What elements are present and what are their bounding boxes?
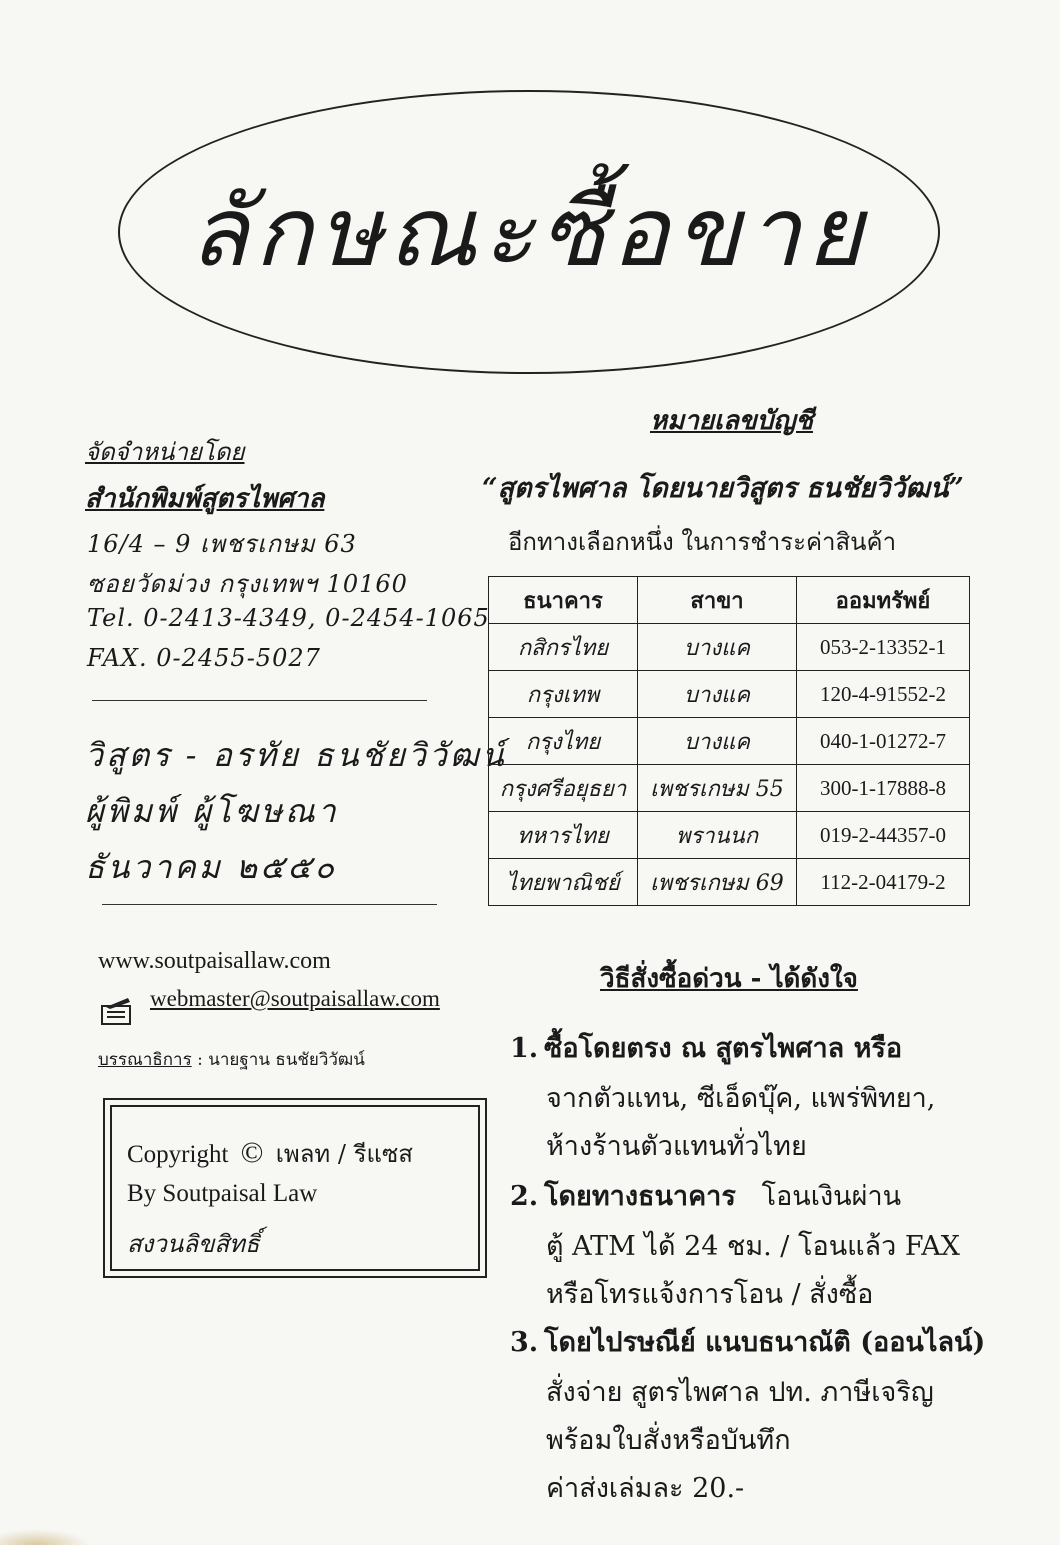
website-link[interactable]: www.soutpaisallaw.com — [98, 948, 331, 974]
copyright-line-2: By Soutpaisal Law — [127, 1180, 318, 1207]
bank-cell: กรุงไทย — [489, 718, 638, 765]
account-holder: “สูตรไพศาล โดยนายวิสูตร ธนชัยวิวัฒน์” — [482, 473, 964, 504]
column-header: ออมทรัพย์ — [797, 577, 970, 624]
publish-date: ธันวาคม ๒๕๕๐ — [85, 848, 338, 886]
copyright-icon: © — [240, 1136, 264, 1169]
item-line: ตู้ ATM ได้ 24 ชม. / โอนแล้ว FAX — [546, 1231, 960, 1262]
bank-cell: ทหารไทย — [489, 812, 638, 859]
item-number: 3. — [510, 1327, 539, 1358]
address-line-1: 16/4 – 9 เพชรเกษม 63 — [87, 530, 357, 558]
editor-separator: : — [191, 1050, 209, 1070]
bank-accounts-table — [488, 576, 970, 906]
order-item-2 — [510, 1174, 901, 1217]
column-header: ธนาคาร — [489, 577, 638, 624]
divider — [102, 904, 437, 905]
branch-cell: บางแค — [638, 718, 797, 765]
editor-line — [98, 1046, 365, 1073]
title-oval — [118, 90, 940, 374]
order-heading: วิธีสั่งซื้อด่วน - ได้ดังใจ — [600, 964, 858, 994]
item-heading-2: โอนเงินผ่าน — [761, 1181, 902, 1212]
telephone: Tel. 0-2413-4349, 0-2454-1065 — [87, 604, 490, 632]
item-line: ห้างร้านตัวแทนทั่วไทย — [546, 1131, 807, 1162]
editor-name: นายฐาน ธนชัยวิวัฒน์ — [208, 1050, 365, 1070]
paper-stain — [0, 1529, 90, 1545]
item-line: หรือโทรแจ้งการโอน / สั่งซื้อ — [546, 1279, 874, 1310]
item-line: สั่งจ่าย สูตรไพศาล ปท. ภาษีเจริญ — [546, 1377, 934, 1408]
page-title: ลักษณะซื้อขาย — [189, 176, 869, 288]
author-names: วิสูตร - อรทัย ธนชัยวิวัฒน์ — [85, 736, 507, 774]
fax: FAX. 0-2455-5027 — [87, 644, 321, 672]
publisher-name: สำนักพิมพ์สูตรไพศาล — [85, 484, 325, 514]
bank-cell: ไทยพาณิชย์ — [489, 859, 638, 906]
table-row — [489, 718, 970, 765]
branch-cell: เพชรเกษม 55 — [638, 765, 797, 812]
copyright-line-1 — [127, 1134, 413, 1173]
copyright-box — [103, 1098, 487, 1278]
account-number-cell: 120-4-91552-2 — [797, 671, 970, 718]
copyright-line-3: สงวนลิขสิทธิ์ — [127, 1230, 260, 1258]
account-number-cell: 300-1-17888-8 — [797, 765, 970, 812]
item-number: 2. — [510, 1181, 539, 1212]
bank-cell: กรุงศรีอยุธยา — [489, 765, 638, 812]
accounts-heading: หมายเลขบัญชี — [650, 406, 814, 436]
item-line: ค่าส่งเล่มละ 20.- — [546, 1473, 745, 1504]
table-row — [489, 624, 970, 671]
item-heading: ซื้อโดยตรง ณ สูตรไพศาล หรือ — [544, 1033, 903, 1064]
email-link[interactable]: webmaster@soutpaisallaw.com — [150, 986, 440, 1011]
table-header-row — [489, 577, 970, 624]
address-line-2: ซอยวัดม่วง กรุงเทพฯ 10160 — [87, 570, 408, 598]
bank-cell: กสิกรไทย — [489, 624, 638, 671]
table-row — [489, 765, 970, 812]
branch-cell: พรานนก — [638, 812, 797, 859]
branch-cell: บางแค — [638, 671, 797, 718]
bank-cell: กรุงเทพ — [489, 671, 638, 718]
branch-cell: บางแค — [638, 624, 797, 671]
account-number-cell: 040-1-01272-7 — [797, 718, 970, 765]
editor-label: บรรณาธิการ — [98, 1050, 192, 1070]
copyright-plate: เพลท / รีแซส — [275, 1140, 413, 1168]
account-number-cell: 053-2-13352-1 — [797, 624, 970, 671]
order-item-3 — [510, 1320, 985, 1363]
mail-icon — [100, 996, 134, 1026]
payment-note: อีกทางเลือกหนึ่ง ในการชำระค่าสินค้า — [508, 528, 897, 556]
item-line: พร้อมใบสั่งหรือบันทึก — [546, 1425, 791, 1456]
item-heading: โดยทางธนาคาร — [544, 1181, 736, 1212]
account-number-cell: 112-2-04179-2 — [797, 859, 970, 906]
item-number: 1. — [510, 1033, 539, 1064]
copyright-label: Copyright — [127, 1141, 229, 1168]
distributor-label: จัดจำหน่ายโดย — [85, 438, 245, 466]
table-row — [489, 859, 970, 906]
divider — [92, 700, 427, 701]
author-role: ผู้พิมพ์ ผู้โฆษณา — [85, 792, 339, 830]
order-item-1 — [510, 1026, 902, 1069]
column-header: สาขา — [638, 577, 797, 624]
branch-cell: เพชรเกษม 69 — [638, 859, 797, 906]
account-number-cell: 019-2-44357-0 — [797, 812, 970, 859]
item-line: จากตัวแทน, ซีเอ็ดบุ๊ค, แพร่พิทยา, — [546, 1083, 936, 1114]
table-row — [489, 671, 970, 718]
item-heading: โดยไปรษณีย์ แนบธนาณัติ (ออนไลน์) — [544, 1327, 986, 1358]
table-row — [489, 812, 970, 859]
